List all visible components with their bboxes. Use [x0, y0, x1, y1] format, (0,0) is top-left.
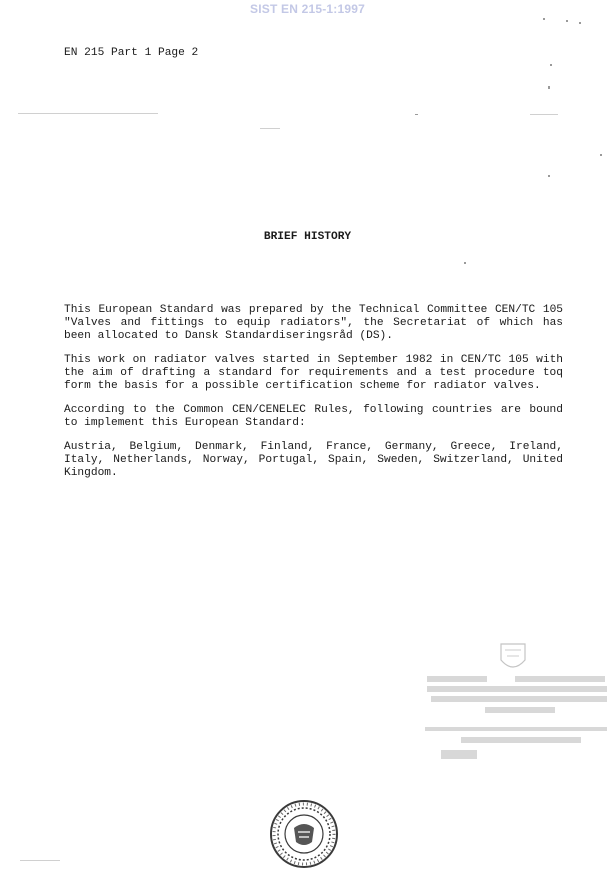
section-heading: BRIEF HISTORY	[263, 231, 352, 243]
round-seal-icon	[268, 798, 340, 870]
paragraph-countries: Austria, Belgium, Denmark, Finland, France, Germany, Greece, Ireland, Italy, Netherlands, Norway, Portugal, Spain, Sweden, Switzerland, United Kingdom.	[64, 441, 563, 479]
emblem-icon	[493, 640, 533, 676]
paragraph-preparation: This European Standard was prepared by the Technical Committee CEN/TC 105 "Valves and fittings to equip radiators", the Secretariat of which has been allocated to Dansk Standardiseringsråd (DS).	[64, 304, 563, 342]
body-text	[64, 304, 563, 491]
paragraph-work-history: This work on radiator valves started in September 1982 in CEN/TC 105 with the aim of drafting a standard for requirements and a test procedure toq form the basis for a possible certification scheme for radiator valves.	[64, 354, 563, 392]
paragraph-cen-rules: According to the Common CEN/CENELEC Rules, following countries are bound to implement this European Standard:	[64, 404, 563, 429]
watermark: SIST EN 215-1:1997	[250, 2, 365, 16]
receipt-stamp	[425, 640, 610, 765]
page-header: EN 215 Part 1 Page 2	[64, 47, 199, 59]
